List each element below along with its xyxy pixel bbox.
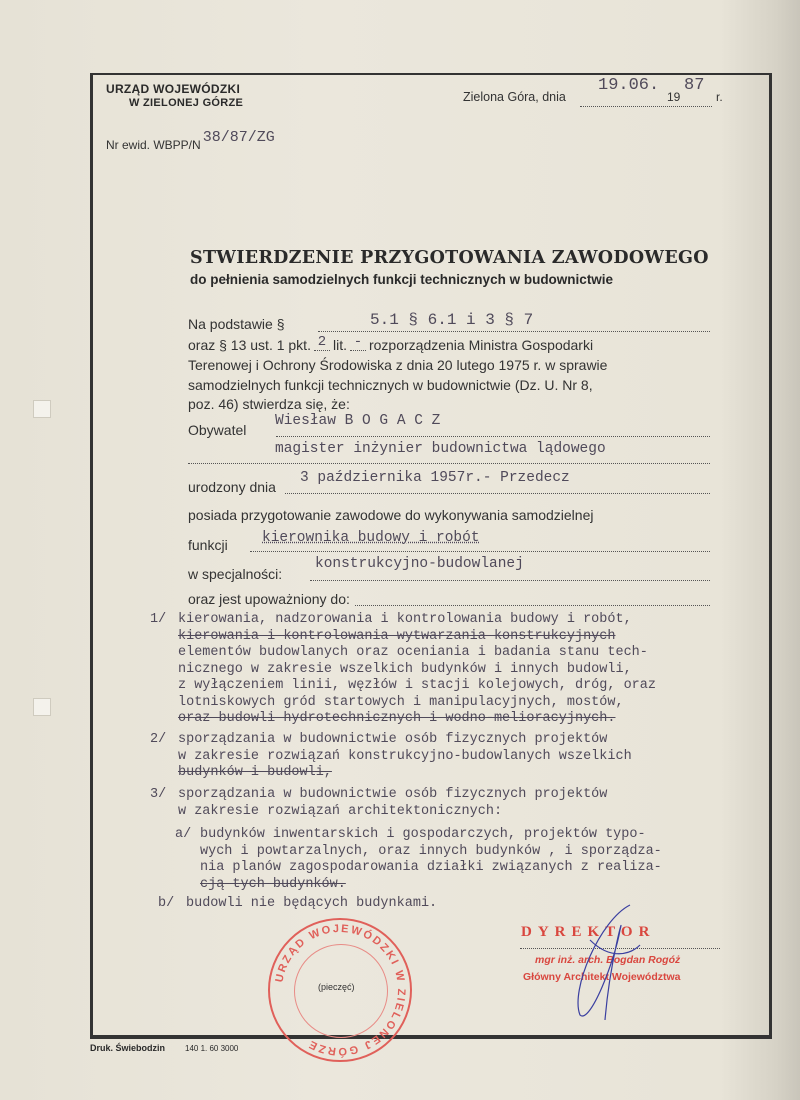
- function-label: funkcji: [188, 537, 228, 553]
- item-number: 1/: [150, 612, 167, 627]
- basis-pkt: 2: [314, 334, 330, 351]
- basis-line4: samodzielnych funkcji technicznych w budownictwie (Dz. U. Nr 8,: [188, 377, 593, 393]
- item-line: oraz budowli hydrotechnicznych i wodno-melioracyjnych.: [178, 711, 616, 726]
- print-code: 140 1. 60 3000: [185, 1044, 239, 1053]
- ref-number: 38/87/ZG: [202, 129, 275, 146]
- item-line: nia planów zagospodarowania działki związanych z realiza-: [200, 860, 662, 875]
- basis-lit-label: lit.: [332, 337, 347, 353]
- punch-hole: [33, 400, 51, 418]
- born-value: 3 października 1957r.- Przedecz: [300, 470, 570, 486]
- item-line: w zakresie rozwiązań architektonicznych:: [178, 803, 503, 819]
- handwritten-signature: [560, 900, 650, 1030]
- item-line: budynków i budowli,: [178, 765, 332, 780]
- office-city: W ZIELONEJ GÓRZE: [129, 97, 244, 109]
- item-line: sporządzania w budownictwie osób fizycznych projektów: [178, 732, 608, 747]
- basis-label: Na podstawie §: [188, 316, 285, 332]
- item-line: wych i powtarzalnych, oraz innych budynków , i sporządza-: [200, 843, 662, 859]
- specialty-value: konstrukcyjno-budowlanej: [315, 556, 524, 572]
- item-line: budynków inwentarskich i gospodarczych, projektów typo-: [200, 827, 646, 842]
- date-century: 19: [667, 90, 681, 104]
- basis-line5: poz. 46) stwierdza się, że:: [188, 396, 350, 412]
- citizen-title: magister inżynier budownictwa lądowego: [275, 441, 606, 457]
- date-year: 87: [684, 76, 705, 95]
- item-number: 2/: [150, 732, 167, 747]
- item-line: cją tych budynków.: [200, 876, 346, 892]
- place-date-label: Zielona Góra, dnia: [463, 90, 566, 104]
- item-line: kierowania, nadzorowania i kontrolowania budowy i robót,: [178, 612, 632, 627]
- document-subtitle: do pełnienia samodzielnych funkcji technicznych w budownictwie: [190, 272, 614, 287]
- function-value: kierownika budowy i robót: [262, 530, 480, 546]
- ref-label: Nr ewid. WBPP/N: [106, 138, 201, 152]
- item-line: kierowania i kontrolowania wytwarzania konstrukcyjnych: [178, 628, 616, 644]
- basis-value: 5.1 § 6.1 i 3 § 7: [370, 311, 534, 329]
- item-line: elementów budowlanych oraz oceniania i badania stanu tech-: [178, 645, 648, 660]
- specialty-label: w specjalności:: [188, 566, 283, 582]
- basis-line3: Terenowej i Ochrony Środowiska z dnia 20 lutego 1975 r. w sprawie: [188, 357, 608, 373]
- punch-hole: [33, 698, 51, 716]
- signatory-role: DYREKTOR: [521, 924, 656, 940]
- item-line: w zakresie rozwiązań konstrukcyjno-budowlanych wszelkich: [178, 748, 632, 764]
- basis-lit: -: [350, 334, 366, 351]
- authorized-label: oraz jest upoważniony do:: [188, 591, 350, 607]
- item-number: 3/: [150, 787, 167, 802]
- basis-line2-b: rozporządzenia Ministra Gospodarki: [368, 337, 594, 353]
- document-title: STWIERDZENIE PRZYGOTOWANIA ZAWODOWEGO: [190, 248, 709, 268]
- item-line: sporządzania w budownictwie osób fizycznych projektów: [178, 787, 608, 802]
- item-line: lotniskowych gród startowych i manipulacyjnych, mostów,: [178, 694, 624, 710]
- date-day-month: 19.06.: [598, 76, 660, 95]
- stamp-text: URZĄD WOJEWÓDZKI W ZIELONEJ GÓRZE: [273, 922, 408, 1058]
- citizen-name: Wiesław B O G A C Z: [275, 413, 441, 429]
- reference-number-row: [106, 129, 275, 154]
- basis-line2-a: oraz § 13 ust. 1 pkt.: [188, 337, 311, 353]
- born-label: urodzony dnia: [188, 479, 276, 495]
- item-line: z wyłączeniem linii, węzłów i stacji kolejowych, dróg, oraz: [178, 678, 656, 693]
- item-number: b/: [158, 896, 175, 911]
- stamp-label: (pieczęć): [318, 982, 355, 992]
- office-name: URZĄD WOJEWÓDZKI: [106, 82, 241, 96]
- citizen-label: Obywatel: [188, 422, 247, 438]
- date-suffix: r.: [716, 90, 723, 104]
- signatory-position: Główny Architekt Województwa: [523, 971, 681, 983]
- printer-info: Druk. Świebodzin: [90, 1043, 166, 1053]
- qualification-text: posiada przygotowanie zawodowe do wykonywania samodzielnej: [188, 507, 594, 523]
- basis-line2: [188, 334, 594, 356]
- item-line: budowli nie będących budynkami.: [186, 896, 438, 911]
- item-number: a/: [175, 827, 192, 842]
- official-stamp: [268, 918, 412, 1062]
- item-line: nicznego w zakresie wszelkich budynków i innych budowli,: [178, 661, 632, 677]
- signatory-name: mgr inż. arch. Bogdan Rogóż: [535, 954, 681, 966]
